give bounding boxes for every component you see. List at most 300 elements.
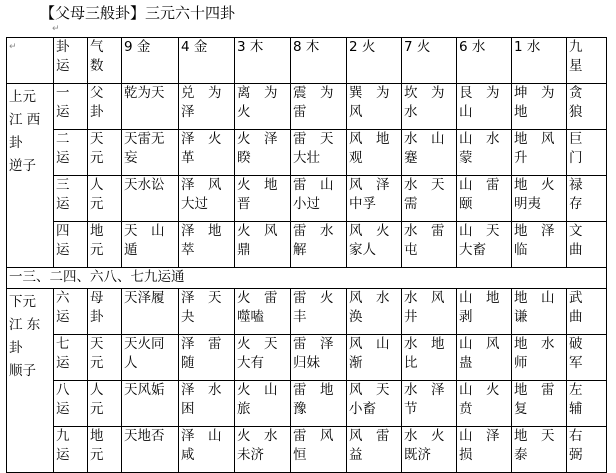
cell-line: 水 泽 [404,382,445,398]
hexagram-cell [347,222,402,268]
star-cell [567,84,607,130]
hexagram-cell [122,222,179,268]
cell-line: 雷 [293,104,307,120]
cell-line: 运 [56,309,70,325]
header-cell [512,38,567,84]
cell-line: 泽 雷 [181,336,222,352]
cell-line: 武 [569,290,583,306]
cell-line: 涣 [349,309,363,325]
hexagram-cell [179,289,235,335]
cell-line: 泰 [514,447,528,463]
hexagram-cell [122,84,179,130]
cell-line: 运 [56,150,70,166]
cell-line: 雷 山 [293,177,334,193]
header-label [349,57,399,76]
section-cell: 一三、二四、六八、七九运通 [7,268,607,289]
hexagram-cell [235,289,291,335]
header-corner-cell: ↵ [7,38,54,84]
yun-cell [54,381,88,427]
header-label: 运 [56,58,70,74]
cell-line: 水 风 [404,290,445,306]
cell-line: 泽 风 [181,177,222,193]
hexagram-cell [235,130,291,176]
cell-line: 旅 [237,401,251,417]
table-row [7,130,607,176]
cell-line: 天 山 [124,223,165,239]
cell-line: 二 [56,131,70,147]
cell-line: 泽 山 [181,428,222,444]
cell-line: 需 [404,196,418,212]
cell-line: 水 天 [404,177,445,193]
header-cell [347,38,402,84]
cell-line: 人 [124,355,138,371]
group-label-line: 江 西 [9,112,41,128]
cell-line: 六 [56,290,70,306]
cell-line: 元 [90,242,104,258]
cell-line: 母 [90,290,104,306]
hexagram-cell [402,289,457,335]
cell-line: 右 [569,428,583,444]
yun-cell [54,222,88,268]
cell-line: 师 [514,355,528,371]
header-cell [54,38,88,84]
cell-line: 火 [237,104,251,120]
cell-line: 小过 [293,196,320,212]
cell-line: 水 地 [404,336,445,352]
cell-line: 运 [56,104,70,120]
cell-line: 山 天 [459,223,500,239]
hexagram-cell [179,176,235,222]
cell-line: 地 水 [514,336,555,352]
cell-line: 存 [569,196,583,212]
cell-line: 人 [90,382,104,398]
header-label [124,57,176,76]
header-label: 4 金 [181,39,208,55]
lower-group-label-cell [7,289,54,473]
cell-line: 曲 [569,242,583,258]
cell-line: 艮 为 [459,85,500,101]
group-label-line: 下元 [9,294,36,310]
header-cell [567,38,607,84]
cell-line: 地 山 [514,290,555,306]
cell-line: 曲 [569,309,583,325]
cell-line: 三 [56,177,70,193]
cell-line: 风 雷 [349,428,390,444]
hexagram-cell [347,176,402,222]
cell-line: 火 地 [237,177,278,193]
cell-line: 四 [56,223,70,239]
cell-line: 夬 [181,309,195,325]
yun-cell [54,289,88,335]
cell-line: 乾为天 [124,85,165,101]
cell-line: 晋 [237,196,251,212]
qi-cell [88,130,122,176]
cell-line: 小畜 [349,401,376,417]
cell-line: 禄 [569,177,583,193]
cell-line: 大壮 [293,150,320,166]
cell-line: 火 雷 [237,290,278,306]
cell-line: 九 [56,428,70,444]
hexagram-cell [512,335,567,381]
yun-cell [54,176,88,222]
cell-line: 辅 [569,401,583,417]
cell-line: 归妹 [293,355,320,371]
cell-line: 风 地 [349,131,390,147]
hexagram-cell [291,130,347,176]
hexagram-cell [402,381,457,427]
header-label: 2 火 [349,39,376,55]
qi-cell [88,381,122,427]
hexagram-cell [457,381,512,427]
cell-line: 观 [349,150,363,166]
header-label [514,57,564,76]
cell-line: 大有 [237,355,264,371]
hexagram-cell [179,381,235,427]
cell-line: 遁 [124,242,138,258]
cell-line: 地 [90,223,104,239]
cell-line: 水 山 [404,131,445,147]
cell-line: 困 [181,401,195,417]
star-cell [567,176,607,222]
cell-line: 元 [90,447,104,463]
header-label: 8 木 [293,39,320,55]
group-label-line: 顺子 [9,363,36,379]
cell-line: 山 水 [459,131,500,147]
star-cell [567,222,607,268]
cell-line: 泽 天 [181,290,222,306]
cell-line: 山 雷 [459,177,500,193]
cell-line: 明夷 [514,196,541,212]
cell-line: 风 泽 [349,177,390,193]
cell-line: 震 为 [293,85,334,101]
cell-line: 地 风 [514,131,555,147]
cell-line: 风 火 [349,223,390,239]
header-cell [179,38,235,84]
qi-cell [88,222,122,268]
cell-line: 蹇 [404,150,418,166]
yun-cell [54,130,88,176]
cell-line: 泽 地 [181,223,222,239]
star-cell [567,289,607,335]
cell-line [124,308,176,327]
cell-line: 贲 [459,401,473,417]
hexagram-cell [512,222,567,268]
cell-line: 父 [90,85,104,101]
cell-line: 元 [90,355,104,371]
hexagram-cell [457,176,512,222]
hexagram-cell [179,84,235,130]
upper-group-label-cell [7,84,54,268]
header-label [459,57,509,76]
hexagram-cell [402,335,457,381]
header-label: 7 火 [404,39,431,55]
cell-line: 弼 [569,447,583,463]
table-row [7,176,607,222]
page-title: 【父母三般卦】三元六十四卦 [40,4,236,22]
cell-line: 升 [514,150,528,166]
cell-line: 元 [90,401,104,417]
cell-line: 天 [90,336,104,352]
cell-line: 中孚 [349,196,376,212]
cell-line: 火 山 [237,382,278,398]
hexagram-cell [347,84,402,130]
header-label: 卦 [56,39,70,55]
table-row [7,289,607,335]
cell-line: 兑 为 [181,85,222,101]
cell-line: 大畜 [459,242,486,258]
cell-line: 天 [90,131,104,147]
cell-line: 泽 水 [181,382,222,398]
header-cell [457,38,512,84]
cell-line: 地 [514,104,528,120]
cell-line: 运 [56,447,70,463]
cell-line: 山 风 [459,336,500,352]
hexagram-cell [235,381,291,427]
hexagram-cell [291,335,347,381]
cell-line: 泽 火 [181,131,222,147]
cell-line: 节 [404,401,418,417]
hexagram-cell [347,381,402,427]
cell-line: 地 火 [514,177,555,193]
hexagram-cell [235,176,291,222]
hexagram-cell [457,289,512,335]
qi-cell [88,176,122,222]
cell-line: 雷 地 [293,382,334,398]
cell-line: 剥 [459,309,473,325]
header-label [181,57,232,76]
cell-line: 地 [90,428,104,444]
header-label: 6 水 [459,39,486,55]
hexagram-cell [235,335,291,381]
hexagram-table [6,37,607,473]
cell-line: 水 雷 [404,223,445,239]
cell-line: 一 [56,85,70,101]
cell-line: 水 火 [404,428,445,444]
hexagram-cell [235,84,291,130]
header-label [293,57,344,76]
table-row [7,335,607,381]
hexagram-cell [235,222,291,268]
cell-line: 地 天 [514,428,555,444]
qi-cell [88,289,122,335]
hexagram-cell [122,335,179,381]
cell-line: 恒 [293,447,307,463]
cell-line: 文 [569,223,583,239]
hexagram-cell [347,130,402,176]
cell-line [124,195,176,214]
table-row [7,222,607,268]
cell-line: 风 水 [349,290,390,306]
cell-line: 火 水 [237,428,278,444]
hexagram-cell [122,176,179,222]
hexagram-cell [402,84,457,130]
cell-line: 萃 [181,242,195,258]
cell-line: 火 天 [237,336,278,352]
cell-line: 元 [90,196,104,212]
cell-line: 雷 水 [293,223,334,239]
hexagram-cell [122,289,179,335]
header-label [237,57,288,76]
header-label [404,57,454,76]
cell-line [124,400,176,419]
group-label-line: 逆子 [9,158,36,174]
hexagram-cell [179,335,235,381]
hexagram-cell [402,130,457,176]
cell-line: 未济 [237,447,264,463]
cell-line: 八 [56,382,70,398]
cell-line: 山 泽 [459,428,500,444]
hexagram-cell [512,130,567,176]
cell-line: 睽 [237,150,251,166]
cell-line: 随 [181,355,195,371]
cell-line: 损 [459,447,473,463]
cell-line: 山 地 [459,290,500,306]
cell-line: 巨 [569,131,583,147]
cell-line: 运 [56,242,70,258]
hexagram-cell [457,84,512,130]
header-label: 数 [90,58,104,74]
star-cell [567,381,607,427]
cell-line: 运 [56,401,70,417]
cell-line: 火 风 [237,223,278,239]
hexagram-cell [291,84,347,130]
cell-line: 蛊 [459,355,473,371]
hexagram-cell [402,222,457,268]
star-cell [567,130,607,176]
cell-line: 地 泽 [514,223,555,239]
header-cell [235,38,291,84]
cell-line [124,446,176,465]
cell-line: 妄 [124,150,138,166]
cell-line: 狼 [569,104,583,120]
header-label: 9 金 [124,39,151,55]
cell-line: 渐 [349,355,363,371]
cell-line: 天地否 [124,428,165,444]
cell-line: 人 [90,177,104,193]
header-cell [291,38,347,84]
cell-line: 坎 为 [404,85,445,101]
hexagram-cell [347,289,402,335]
header-cell [88,38,122,84]
header-cell [122,38,179,84]
cell-line: 天火同 [124,336,165,352]
yun-cell [54,335,88,381]
cell-line: 咸 [181,447,195,463]
cell-line: 水 [404,104,418,120]
hexagram-cell [457,222,512,268]
table-row [7,381,607,427]
cell-line: 噬嗑 [237,309,264,325]
cell-line: 卦 [90,309,104,325]
cell-line: 风 [349,104,363,120]
cell-line: 七 [56,336,70,352]
section-row [7,268,607,289]
table-row [7,84,607,130]
cell-line: 坤 为 [514,85,555,101]
cell-line: 比 [404,355,418,371]
cell-line: 风 天 [349,382,390,398]
hexagram-cell [512,289,567,335]
cell-line: 天水讼 [124,177,165,193]
hexagram-cell [122,381,179,427]
cell-line: 破 [569,336,583,352]
hexagram-cell [512,176,567,222]
cell-line: 雷 泽 [293,336,334,352]
cell-line: 元 [90,150,104,166]
qi-cell [88,84,122,130]
hexagram-cell [457,130,512,176]
cell-line: 火 泽 [237,131,278,147]
qi-cell [88,335,122,381]
cell-line: 颐 [459,196,473,212]
hexagram-cell [122,130,179,176]
cell-line: 临 [514,242,528,258]
hexagram-cell [457,335,512,381]
cell-line: 门 [569,150,583,166]
cell-line: 离 为 [237,85,278,101]
cell-line: 雷 火 [293,290,334,306]
cell-line: 运 [56,355,70,371]
cell-line: 大过 [181,196,208,212]
cell-line: 左 [569,382,583,398]
cell-line: 天雷无 [124,131,165,147]
cell-line: 地 雷 [514,382,555,398]
cell-line: 风 山 [349,336,390,352]
paragraph-mark: ↵ [52,24,60,34]
header-row [7,38,607,84]
cell-line: 井 [404,309,418,325]
cell-line: 巽 为 [349,85,390,101]
header-label: 星 [569,58,583,74]
group-label-line: 卦 [9,340,23,356]
cell-line: 山 火 [459,382,500,398]
cell-line: 军 [569,355,583,371]
cell-line: 既济 [404,447,431,463]
cell-line: 复 [514,401,528,417]
cell-line: 泽 [181,104,195,120]
hexagram-cell [179,130,235,176]
cell-line: 天泽履 [124,290,165,306]
header-label: 3 木 [237,39,264,55]
hexagram-cell [347,335,402,381]
hexagram-cell [512,84,567,130]
cell-line: 豫 [293,401,307,417]
cell-line: 蒙 [459,150,473,166]
hexagram-cell [291,222,347,268]
group-label-line: 卦 [9,135,23,151]
cell-line: 解 [293,242,307,258]
header-label: 1 水 [514,39,541,55]
group-label-line: 江 东 [9,317,41,333]
hexagram-cell [291,381,347,427]
cell-line: 运 [56,196,70,212]
yun-cell [54,84,88,130]
cell-line: 谦 [514,309,528,325]
cell-line: 天风姤 [124,382,165,398]
cell-line: 益 [349,447,363,463]
cell-line: 贪 [569,85,583,101]
cell-line: 卦 [90,104,104,120]
group-label-line: 上元 [9,89,36,105]
cell-line: 雷 风 [293,428,334,444]
cell-line: 屯 [404,242,418,258]
cell-line: 雷 天 [293,131,334,147]
hexagram-cell [402,176,457,222]
cell-line [124,103,176,122]
header-cell [402,38,457,84]
hexagram-cell [291,289,347,335]
star-cell [567,335,607,381]
